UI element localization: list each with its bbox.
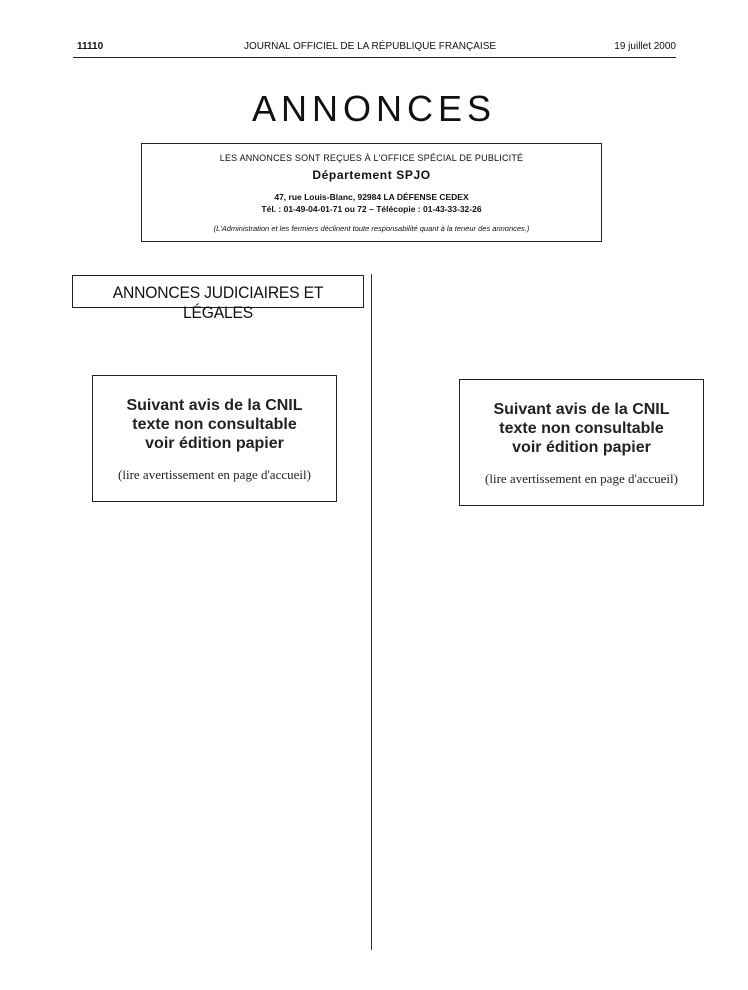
section-header-box [72,275,364,322]
page-title: ANNONCES [251,88,497,129]
section-title: ANNONCES JUDICIAIRES ET LÉGALES [112,283,324,322]
notice-line-1: Suivant avis de la CNIL [126,397,303,414]
cnil-notice-right [459,379,704,506]
office-address: 47, rue Louis-Blanc, 92984 LA DÉFENSE CEDEX [274,192,469,202]
notice-line-2: texte non consultable [132,416,297,433]
issue-date: 19 juillet 2000 [614,41,676,52]
office-notice: LES ANNONCES SONT REÇUES À L'OFFICE SPÉCIAL DE PUBLICITÉ [219,153,524,163]
notice-line-3: voir édition papier [512,439,651,456]
header-rule [73,57,676,58]
cnil-notice-left [92,375,337,502]
notice-line-3: voir édition papier [145,435,284,452]
column-divider [371,274,372,950]
department-name: Département SPJO [312,168,431,182]
notice-line-1: Suivant avis de la CNIL [493,401,670,418]
notice-note: (lire avertissement en page d'accueil) [118,467,311,482]
publicity-office-box [141,143,602,242]
liability-disclaimer: (L'Administration et les fermiers déclinent toute responsabilité quant à la teneur des annonces.) [213,224,530,233]
journal-title: JOURNAL OFFICIEL DE LA RÉPUBLIQUE FRANÇAISE [243,41,497,52]
office-phone: Tél. : 01-49-04-01-71 ou 72 – Télécopie : 01-43-33-32-26 [261,204,482,214]
notice-note: (lire avertissement en page d'accueil) [485,471,678,486]
notice-line-2: texte non consultable [499,420,664,437]
page-number: 11110 [77,41,104,52]
